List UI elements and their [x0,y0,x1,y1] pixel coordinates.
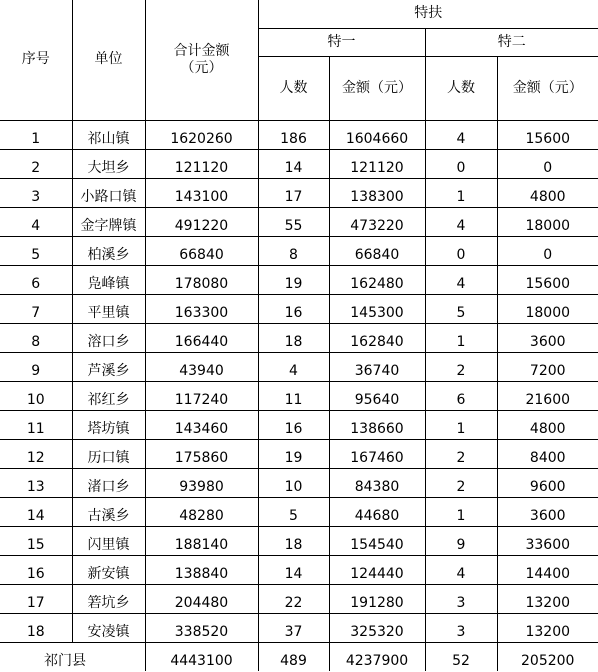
header-te2: 特二 [425,28,598,56]
total-t1-people-cell: 489 [258,642,329,671]
cell-t1-people: 22 [258,584,329,613]
cell-seq: 7 [0,294,72,323]
cell-t1-people: 10 [258,468,329,497]
cell-seq: 3 [0,178,72,207]
total-t2-people-cell: 52 [425,642,497,671]
cell-total: 121120 [145,149,258,178]
table-row [0,468,598,497]
cell-t1-people: 8 [258,236,329,265]
cell-t2-amount: 4800 [497,178,598,207]
cell-unit: 祁红乡 [72,381,145,410]
cell-t1-people: 18 [258,323,329,352]
cell-seq: 5 [0,236,72,265]
cell-seq: 18 [0,613,72,642]
cell-total: 143460 [145,410,258,439]
cell-t2-amount: 15600 [497,120,598,149]
cell-unit: 古溪乡 [72,497,145,526]
cell-total: 338520 [145,613,258,642]
cell-seq: 6 [0,265,72,294]
cell-unit: 箬坑乡 [72,584,145,613]
header-te1: 特一 [258,28,425,56]
cell-t1-amount: 154540 [329,526,425,555]
cell-t2-amount: 7200 [497,352,598,381]
cell-t2-amount: 13200 [497,613,598,642]
cell-t2-amount: 8400 [497,439,598,468]
cell-seq: 14 [0,497,72,526]
cell-t1-amount: 162840 [329,323,425,352]
cell-total: 143100 [145,178,258,207]
table-row [0,352,598,381]
cell-t2-people: 1 [425,178,497,207]
cell-t2-amount: 3600 [497,497,598,526]
cell-t2-people: 2 [425,352,497,381]
cell-t2-amount: 18000 [497,294,598,323]
table-row [0,323,598,352]
table-row [0,497,598,526]
cell-unit: 柏溪乡 [72,236,145,265]
cell-unit: 大坦乡 [72,149,145,178]
cell-t2-amount: 0 [497,149,598,178]
header-total-amount: 合计金额 （元） [145,0,258,120]
cell-t1-amount: 44680 [329,497,425,526]
cell-t2-people: 4 [425,120,497,149]
cell-seq: 10 [0,381,72,410]
cell-t2-amount: 13200 [497,584,598,613]
cell-t2-people: 3 [425,613,497,642]
cell-t1-amount: 191280 [329,584,425,613]
cell-t1-amount: 124440 [329,555,425,584]
cell-total: 43940 [145,352,258,381]
table-row [0,294,598,323]
cell-seq: 11 [0,410,72,439]
cell-total: 117240 [145,381,258,410]
cell-t2-amount: 33600 [497,526,598,555]
table-row [0,178,598,207]
cell-unit: 闪里镇 [72,526,145,555]
cell-t2-people: 4 [425,555,497,584]
table-total-row [0,642,598,671]
cell-total: 138840 [145,555,258,584]
cell-unit: 历口镇 [72,439,145,468]
total-t2-amount-cell: 205200 [497,642,598,671]
table-row [0,613,598,642]
cell-total: 175860 [145,439,258,468]
cell-t1-amount: 167460 [329,439,425,468]
cell-t1-people: 17 [258,178,329,207]
cell-seq: 15 [0,526,72,555]
cell-total: 93980 [145,468,258,497]
cell-t2-people: 1 [425,497,497,526]
cell-t1-people: 16 [258,410,329,439]
cell-t1-amount: 138300 [329,178,425,207]
cell-t2-amount: 4800 [497,410,598,439]
cell-t2-people: 3 [425,584,497,613]
header-te2-people: 人数 [425,56,497,120]
cell-t1-people: 19 [258,439,329,468]
cell-seq: 9 [0,352,72,381]
cell-t2-amount: 21600 [497,381,598,410]
cell-t1-people: 4 [258,352,329,381]
cell-total: 178080 [145,265,258,294]
cell-unit: 新安镇 [72,555,145,584]
cell-t2-people: 2 [425,468,497,497]
header-unit: 单位 [72,0,145,120]
cell-t2-people: 9 [425,526,497,555]
cell-unit: 凫峰镇 [72,265,145,294]
cell-unit: 安凌镇 [72,613,145,642]
cell-t2-people: 1 [425,410,497,439]
total-unit-cell: 祁门县 [0,642,145,671]
cell-unit: 塔坊镇 [72,410,145,439]
cell-t1-amount: 1604660 [329,120,425,149]
cell-t2-people: 5 [425,294,497,323]
cell-seq: 2 [0,149,72,178]
cell-t2-amount: 3600 [497,323,598,352]
header-seq: 序号 [0,0,72,120]
cell-t1-amount: 66840 [329,236,425,265]
cell-t2-people: 0 [425,236,497,265]
cell-unit: 金字牌镇 [72,207,145,236]
table-row [0,555,598,584]
cell-t1-amount: 84380 [329,468,425,497]
cell-t2-people: 4 [425,265,497,294]
header-tefu: 特扶 [258,0,598,28]
cell-t1-people: 11 [258,381,329,410]
cell-t1-people: 16 [258,294,329,323]
cell-unit: 祁山镇 [72,120,145,149]
cell-seq: 16 [0,555,72,584]
table-row [0,410,598,439]
cell-unit: 溶口乡 [72,323,145,352]
table-row [0,236,598,265]
cell-unit: 渚口乡 [72,468,145,497]
cell-t2-amount: 18000 [497,207,598,236]
cell-unit: 芦溪乡 [72,352,145,381]
table-row [0,120,598,149]
table-row [0,207,598,236]
cell-t2-amount: 15600 [497,265,598,294]
header-te1-people: 人数 [258,56,329,120]
cell-seq: 1 [0,120,72,149]
cell-seq: 12 [0,439,72,468]
total-t1-amount-cell: 4237900 [329,642,425,671]
cell-unit: 平里镇 [72,294,145,323]
cell-total: 204480 [145,584,258,613]
header-te2-amount: 金额（元） [497,56,598,120]
cell-t1-people: 37 [258,613,329,642]
header-te1-amount: 金额（元） [329,56,425,120]
cell-t1-people: 14 [258,555,329,584]
table-row [0,439,598,468]
cell-t1-people: 14 [258,149,329,178]
cell-total: 188140 [145,526,258,555]
cell-t1-amount: 95640 [329,381,425,410]
cell-seq: 8 [0,323,72,352]
cell-seq: 17 [0,584,72,613]
cell-t1-amount: 473220 [329,207,425,236]
cell-t1-amount: 145300 [329,294,425,323]
cell-t1-people: 55 [258,207,329,236]
table-row [0,584,598,613]
cell-total: 1620260 [145,120,258,149]
cell-t1-people: 186 [258,120,329,149]
cell-t1-amount: 121120 [329,149,425,178]
cell-seq: 4 [0,207,72,236]
cell-t1-amount: 36740 [329,352,425,381]
cell-t2-people: 1 [425,323,497,352]
cell-t1-amount: 325320 [329,613,425,642]
table-body [0,120,598,671]
cell-t2-people: 4 [425,207,497,236]
cell-t2-amount: 0 [497,236,598,265]
cell-t2-people: 6 [425,381,497,410]
cell-seq: 13 [0,468,72,497]
cell-t1-people: 5 [258,497,329,526]
table-row [0,265,598,294]
cell-total: 66840 [145,236,258,265]
cell-total: 166440 [145,323,258,352]
cell-total: 491220 [145,207,258,236]
cell-unit: 小路口镇 [72,178,145,207]
table-row [0,381,598,410]
cell-t1-people: 19 [258,265,329,294]
cell-t2-amount: 9600 [497,468,598,497]
cell-t1-people: 18 [258,526,329,555]
cell-t1-amount: 162480 [329,265,425,294]
cell-total: 48280 [145,497,258,526]
table-row [0,526,598,555]
cell-t2-people: 0 [425,149,497,178]
total-amount-cell: 4443100 [145,642,258,671]
cell-total: 163300 [145,294,258,323]
cell-t2-people: 2 [425,439,497,468]
table-row [0,149,598,178]
cell-t2-amount: 14400 [497,555,598,584]
cell-t1-amount: 138660 [329,410,425,439]
